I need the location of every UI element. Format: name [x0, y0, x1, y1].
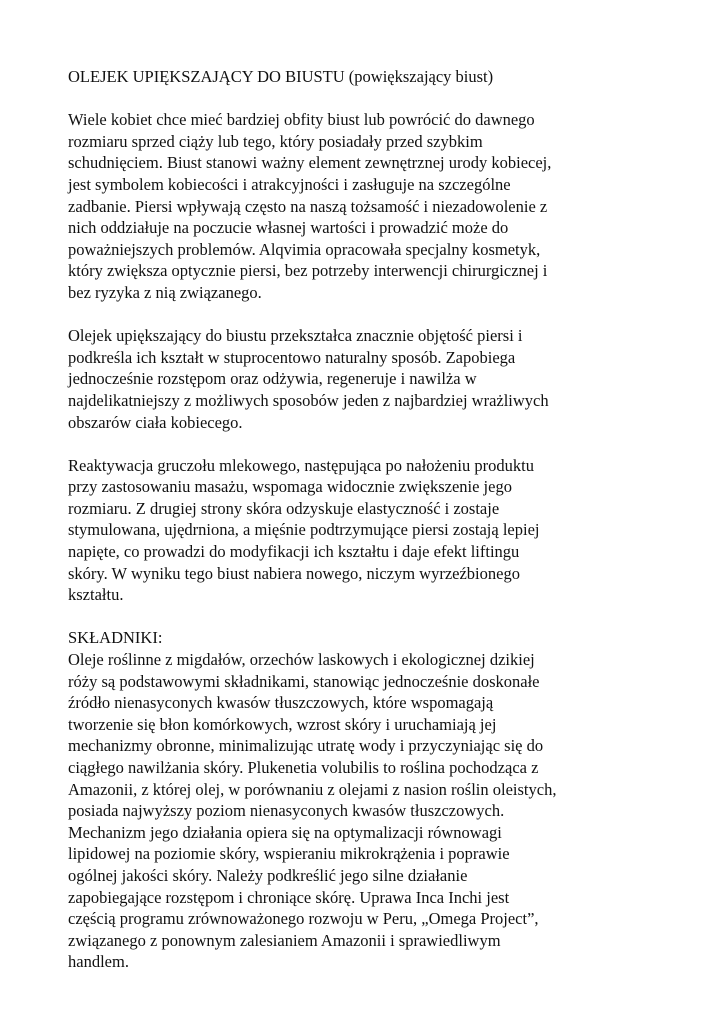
paragraph-line: jednocześnie rozstępom oraz odżywia, regeneruje i nawilża w [68, 369, 477, 389]
paragraph-line: przy zastosowaniu masażu, wspomaga widocznie zwiększenie jego [68, 477, 512, 497]
paragraph-line: Wiele kobiet chce mieć bardziej obfity biust lub powrócić do dawnego [68, 110, 535, 130]
ingredients-line: Mechanizm jego działania opiera się na optymalizacji równowagi [68, 822, 502, 842]
paragraph-reactivation [68, 455, 658, 606]
ingredients-line: handlem. [68, 952, 129, 972]
paragraph-line: podkreśla ich kształt w stuprocentowo naturalny sposób. Zapobiega [68, 347, 516, 367]
ingredients-section [68, 627, 658, 973]
paragraph-line: bez ryzyka z nią związanego. [68, 282, 262, 302]
document-body [68, 66, 658, 973]
ingredients-line: lipidowej na poziomie skóry, wspieraniu mikrokrążenia i poprawie [68, 844, 510, 864]
paragraph-line: rozmiaru. Z drugiej strony skóra odzyskuje elastyczność i zostaje [68, 498, 500, 518]
paragraph-line: Olejek upiększający do biustu przekształca znacznie objętość piersi i [68, 326, 523, 346]
paragraph-intro [68, 109, 658, 303]
paragraph-effect [68, 325, 658, 433]
ingredients-line: ogólnej jakości skóry. Należy podkreślić jego silne działanie [68, 865, 468, 885]
ingredients-line: Oleje roślinne z migdałów, orzechów laskowych i ekologicznej dzikiej [68, 650, 535, 670]
ingredients-line: częścią programu zrównoważonego rozwoju w Peru, „Omega Project”, [68, 909, 539, 929]
ingredients-line: posiada najwyższy poziom nienasyconych kwasów tłuszczowych. [68, 801, 505, 821]
ingredients-line: tworzenie się błon komórkowych, wzrost skóry i uruchamiają jej [68, 714, 497, 734]
paragraph-line: obszarów ciała kobiecego. [68, 412, 243, 432]
ingredients-line: ciągłego nawilżania skóry. Plukenetia volubilis to roślina pochodząca z [68, 758, 539, 777]
paragraph-line: skóry. W wyniku tego biust nabiera nowego, niczym wyrzeźbionego [68, 563, 520, 583]
paragraph-line: poważniejszych problemów. Alqvimia opracowała specjalny kosmetyk, [68, 239, 541, 259]
ingredients-line: źródło nienasyconych kwasów tłuszczowych, które wspomagają [68, 693, 494, 713]
paragraph-line: stymulowana, ujędrniona, a mięśnie podtrzymujące piersi zostają lepiej [68, 520, 540, 540]
ingredients-line: róży są podstawowymi składnikami, stanowiąc jednocześnie doskonałe [68, 671, 540, 691]
document-title [68, 66, 658, 88]
ingredients-line: Amazonii, z której olej, w porównaniu z olejami z nasion roślin oleistych, [68, 779, 557, 799]
paragraph-line: schudnięciem. Biust stanowi ważny element zewnętrznej urody kobiecej, [68, 153, 552, 173]
paragraph-line: Reaktywacja gruczołu mlekowego, następująca po nałożeniu produktu [68, 455, 534, 475]
title-text: OLEJEK UPIĘKSZAJĄCY DO BIUSTU (powiększający biust) [68, 67, 494, 86]
paragraph-line: jest symbolem kobiecości i atrakcyjności i zasługuje na szczególne [68, 174, 511, 194]
ingredients-heading: SKŁADNIKI: [68, 628, 163, 648]
paragraph-line: który zwiększa optycznie piersi, bez potrzeby interwencji chirurgicznej i [68, 261, 548, 281]
ingredients-line: mechanizmy obronne, minimalizując utratę wody i przyczyniając się do [68, 736, 544, 756]
paragraph-line: napięte, co prowadzi do modyfikacji ich kształtu i daje efekt liftingu [68, 542, 520, 562]
ingredients-line: zapobiegające rozstępom i chroniące skórę. Uprawa Inca Inchi jest [68, 887, 510, 907]
paragraph-line: zadbanie. Piersi wpływają często na naszą tożsamość i niezadowolenie z [68, 196, 548, 216]
paragraph-line: najdelikatniejszy z możliwych sposobów jeden z najbardziej wrażliwych [68, 390, 549, 410]
paragraph-line: rozmiaru sprzed ciąży lub tego, który posiadały przed szybkim [68, 131, 483, 151]
ingredients-line: związanego z ponownym zalesianiem Amazonii i sprawiedliwym [68, 930, 501, 950]
paragraph-line: kształtu. [68, 585, 124, 605]
paragraph-line: nich oddziałuje na poczucie własnej wartości i prowadzić może do [68, 218, 509, 238]
